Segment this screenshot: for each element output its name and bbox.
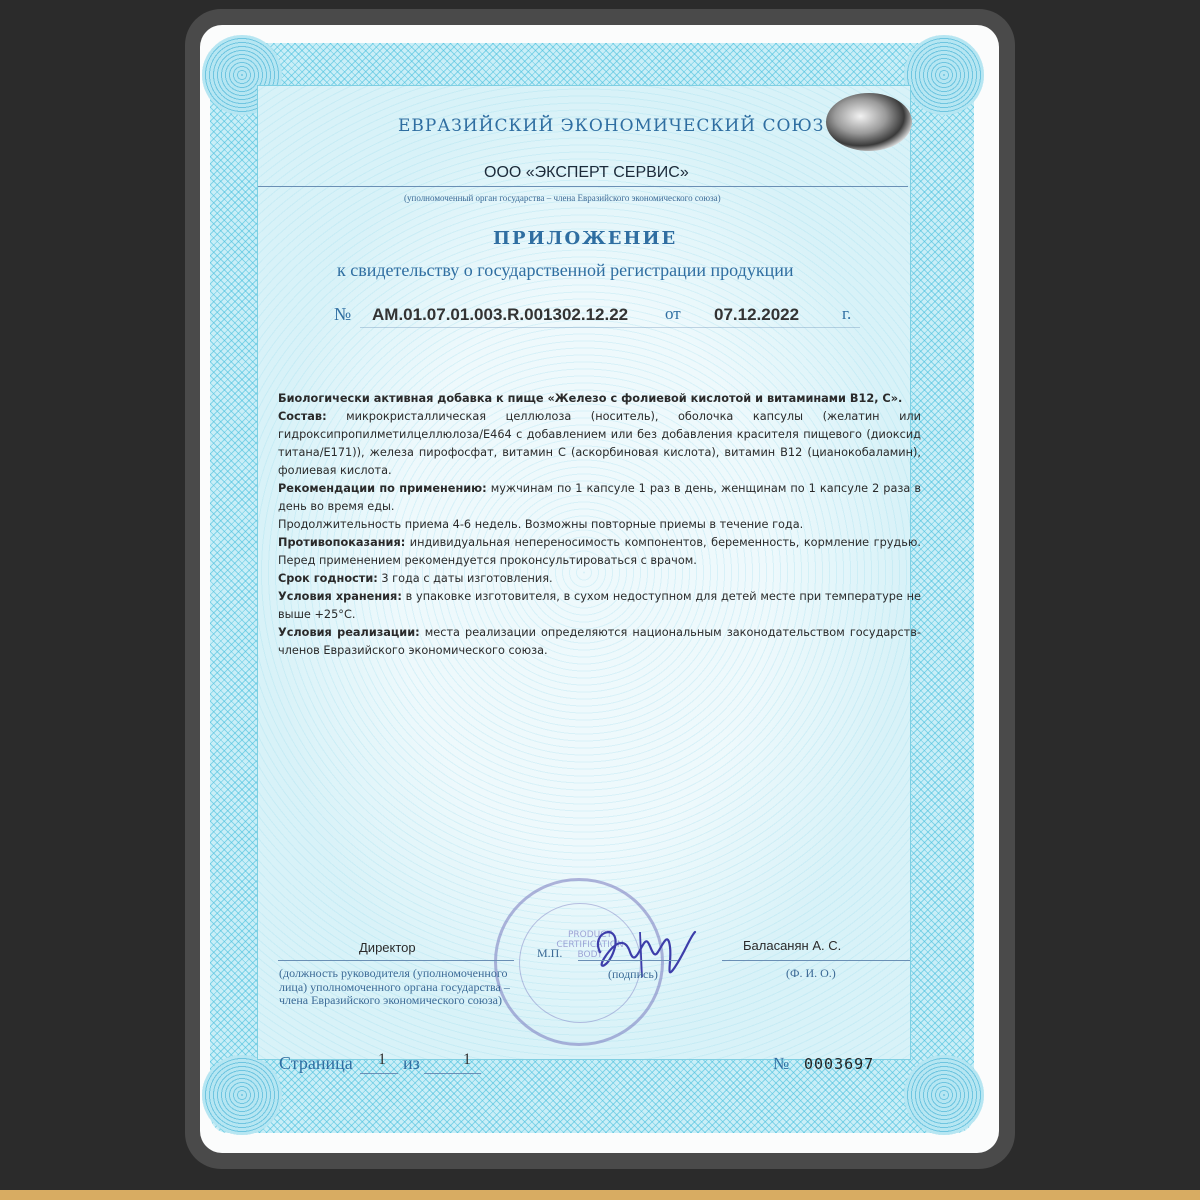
- signatory-name: Баласанян А. С.: [743, 938, 842, 953]
- registration-number: AM.01.07.01.003.R.001302.12.22: [372, 305, 629, 324]
- hologram-icon: [826, 93, 912, 151]
- contra-text: индивидуальная непереносимость компонентов, беременность, кормление грудью. Перед применением рекомендуется проконсультироваться с врачом.: [278, 536, 921, 567]
- registration-date: 07.12.2022: [714, 305, 800, 324]
- union-title: ЕВРАЗИЙСКИЙ ЭКОНОМИЧЕСКИЙ СОЮЗ: [398, 116, 825, 136]
- usage-label: Рекомендации по применению:: [278, 482, 487, 495]
- certificate-body: [278, 390, 921, 660]
- org-caption: (уполномоченный орган государства – члена Евразийского экономического союза): [404, 193, 721, 203]
- shelf-text: 3 года с даты изготовления.: [377, 572, 553, 585]
- product-name: Биологически активная добавка к пище «Железо с фолиевой кислотой и витаминами B12, C».: [278, 392, 903, 405]
- duration-text: Продолжительность приема 4-6 недель. Возможны повторные приемы в течение года.: [278, 518, 804, 531]
- composition-text: микрокристаллическая целлюлоза (носитель), оболочка капсулы (желатин или гидроксипропилметилцеллюлоза/Е464 с добавлением или без добавления красителя пищевого (диоксид титана/Е171)), железа пирофосфат, витамин С (аскорбиновая кислота), витамин В12 (цианокобаламин), фолиевая кислота.: [278, 410, 921, 477]
- position-caption: (должность руководителя (уполномоченного лица) уполномоченного органа государства – члена Евразийского экономического союза): [279, 966, 510, 1007]
- fio-caption: (Ф. И. О.): [786, 966, 836, 980]
- shelf-label: Срок годности:: [278, 572, 378, 585]
- page-number: 1: [378, 1051, 386, 1068]
- contra-section: [278, 534, 921, 570]
- signature-caption: (подпись): [608, 967, 658, 981]
- page-subtitle: к свидетельству о государственной регистрации продукции: [337, 260, 794, 280]
- contra-label: Противопоказания:: [278, 536, 406, 549]
- sale-label: Условия реализации:: [278, 626, 420, 639]
- stamp-label: М.П.: [537, 946, 563, 960]
- composition-section: [278, 408, 921, 480]
- storage-text: в упаковке изготовителя, в сухом недоступном для детей месте при температуре не выше +25°С.: [278, 590, 921, 621]
- serial-sign: №: [773, 1054, 790, 1073]
- usage-text: мужчинам по 1 капсуле 1 раз в день, женщинам по 1 капсуле 2 раза в день во время еды.: [278, 482, 921, 513]
- number-sign: №: [334, 304, 352, 324]
- composition-label: Состав:: [278, 410, 327, 423]
- org-name: ООО «ЭКСПЕРТ СЕРВИС»: [484, 164, 689, 181]
- usage-section: [278, 480, 921, 516]
- bottom-accent-bar: [0, 1190, 1200, 1200]
- divider: [278, 960, 514, 961]
- divider: [360, 327, 860, 328]
- storage-section: [278, 588, 921, 624]
- signatory-role: Директор: [359, 940, 416, 955]
- page-title: ПРИЛОЖЕНИЕ: [493, 228, 678, 249]
- divider: [424, 1073, 481, 1074]
- sale-text: места реализации определяются национальным законодательством государств-членов Евразийского экономического союза.: [278, 626, 921, 657]
- shelf-section: [278, 570, 921, 588]
- from-label: от: [665, 304, 681, 323]
- divider: [258, 186, 908, 187]
- page-total: 1: [463, 1051, 471, 1068]
- storage-label: Условия хранения:: [278, 590, 402, 603]
- sale-section: [278, 624, 921, 660]
- stamp-text: PRODUCT CERTIFICATION BODY: [556, 930, 624, 960]
- year-suffix: г.: [842, 304, 852, 323]
- serial-number: 0003697: [804, 1055, 875, 1073]
- divider: [578, 960, 678, 961]
- page-label: Страница: [279, 1053, 353, 1073]
- divider: [360, 1073, 398, 1074]
- divider: [722, 960, 910, 961]
- of-label: из: [403, 1053, 420, 1073]
